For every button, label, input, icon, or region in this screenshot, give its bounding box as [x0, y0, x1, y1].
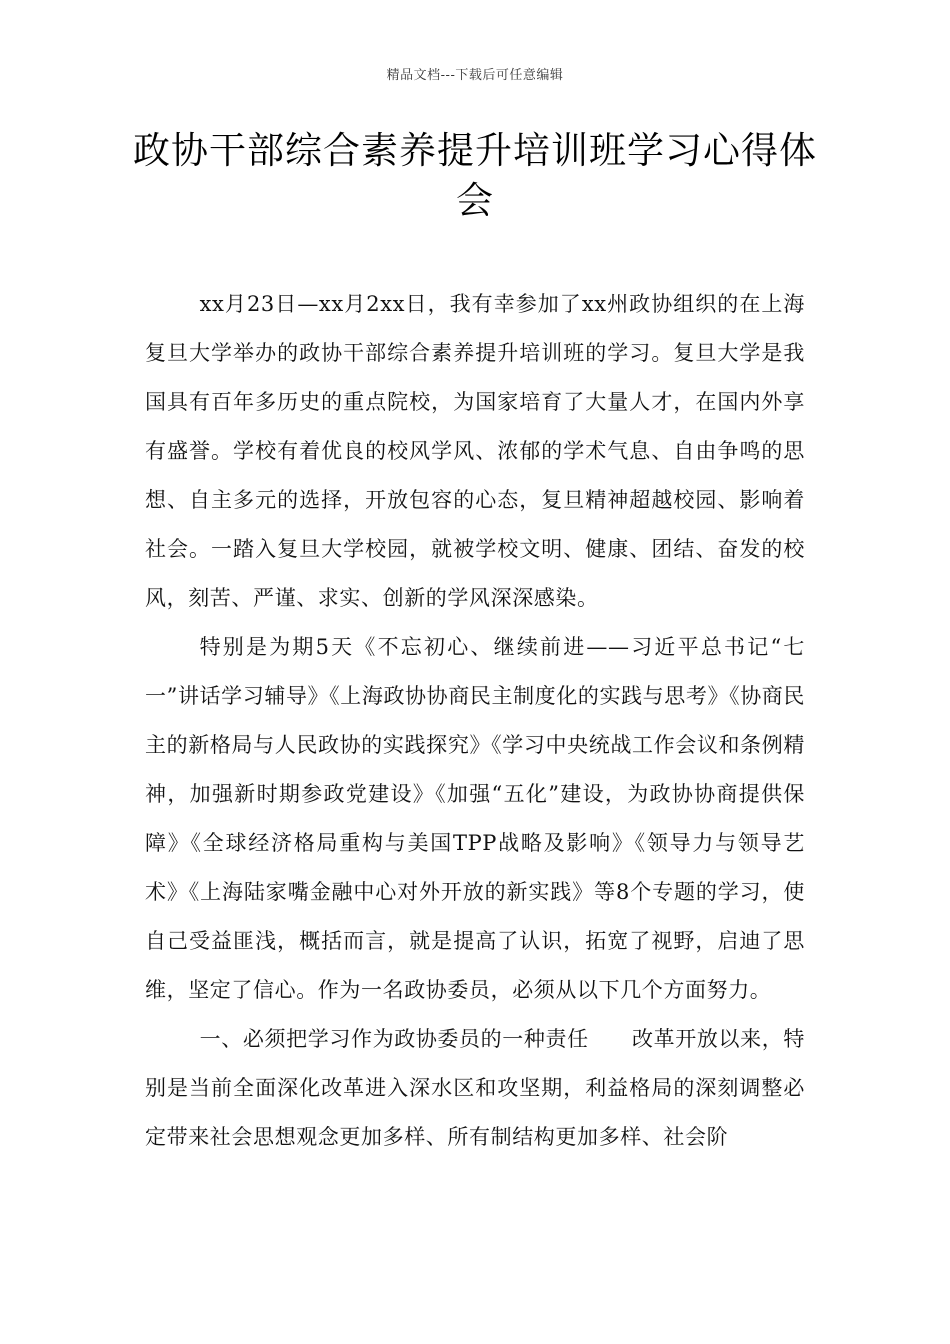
paragraph-1: xx月23日—xx月2xx日，我有幸参加了xx州政协组织的在上海复旦大学举办的政协干部综合素养提升培训班的学习。复旦大学是我国具有百年多历史的重点院校，为国家培育了大量人才，在国内外享有盛誉。学校有着优良的校风学风、浓郁的学术气息、自由争鸣的思想、自主多元的选择，开放包容的心态，复旦精神超越校园、影响着社会。一踏入复旦大学校园，就被学校文明、健康、团结、奋发的校风，刻苦、严谨、求实、创新的学风深深感染。 — [145, 292, 805, 610]
paragraph-3: 一、必须把学习作为政协委员的一种责任 改革开放以来，特别是当前全面深化改革进入深水区和攻坚期，利益格局的深刻调整必定带来社会思想观念更加多样、所有制结构更加多样、社会阶 — [145, 1027, 805, 1149]
paragraph-2: 特别是为期5天《不忘初心、继续前进——习近平总书记“七一”讲话学习辅导》《上海政协协商民主制度化的实践与思考》《协商民主的新格局与人民政协的实践探究》《学习中央统战工作会议和条例精神，加强新时期参政党建设》《加强“五化”建设，为政协协商提供保障》《全球经济格局重构与美国TPP战略及影响》《领导力与领导艺术》《上海陆家嘴金融中心对外开放的新实践》等8个专题的学习，使自己受益匪浅，概括而言，就是提高了认识，拓宽了视野，启迪了思维，坚定了信心。作为一名政协委员，必须从以下几个方面努力。 — [145, 635, 805, 1002]
document-title: 政协干部综合素养提升培训班学习心得体会 — [133, 129, 817, 222]
header-note: 精品文档---下载后可任意编辑 — [386, 68, 564, 83]
document-body — [145, 280, 805, 1162]
